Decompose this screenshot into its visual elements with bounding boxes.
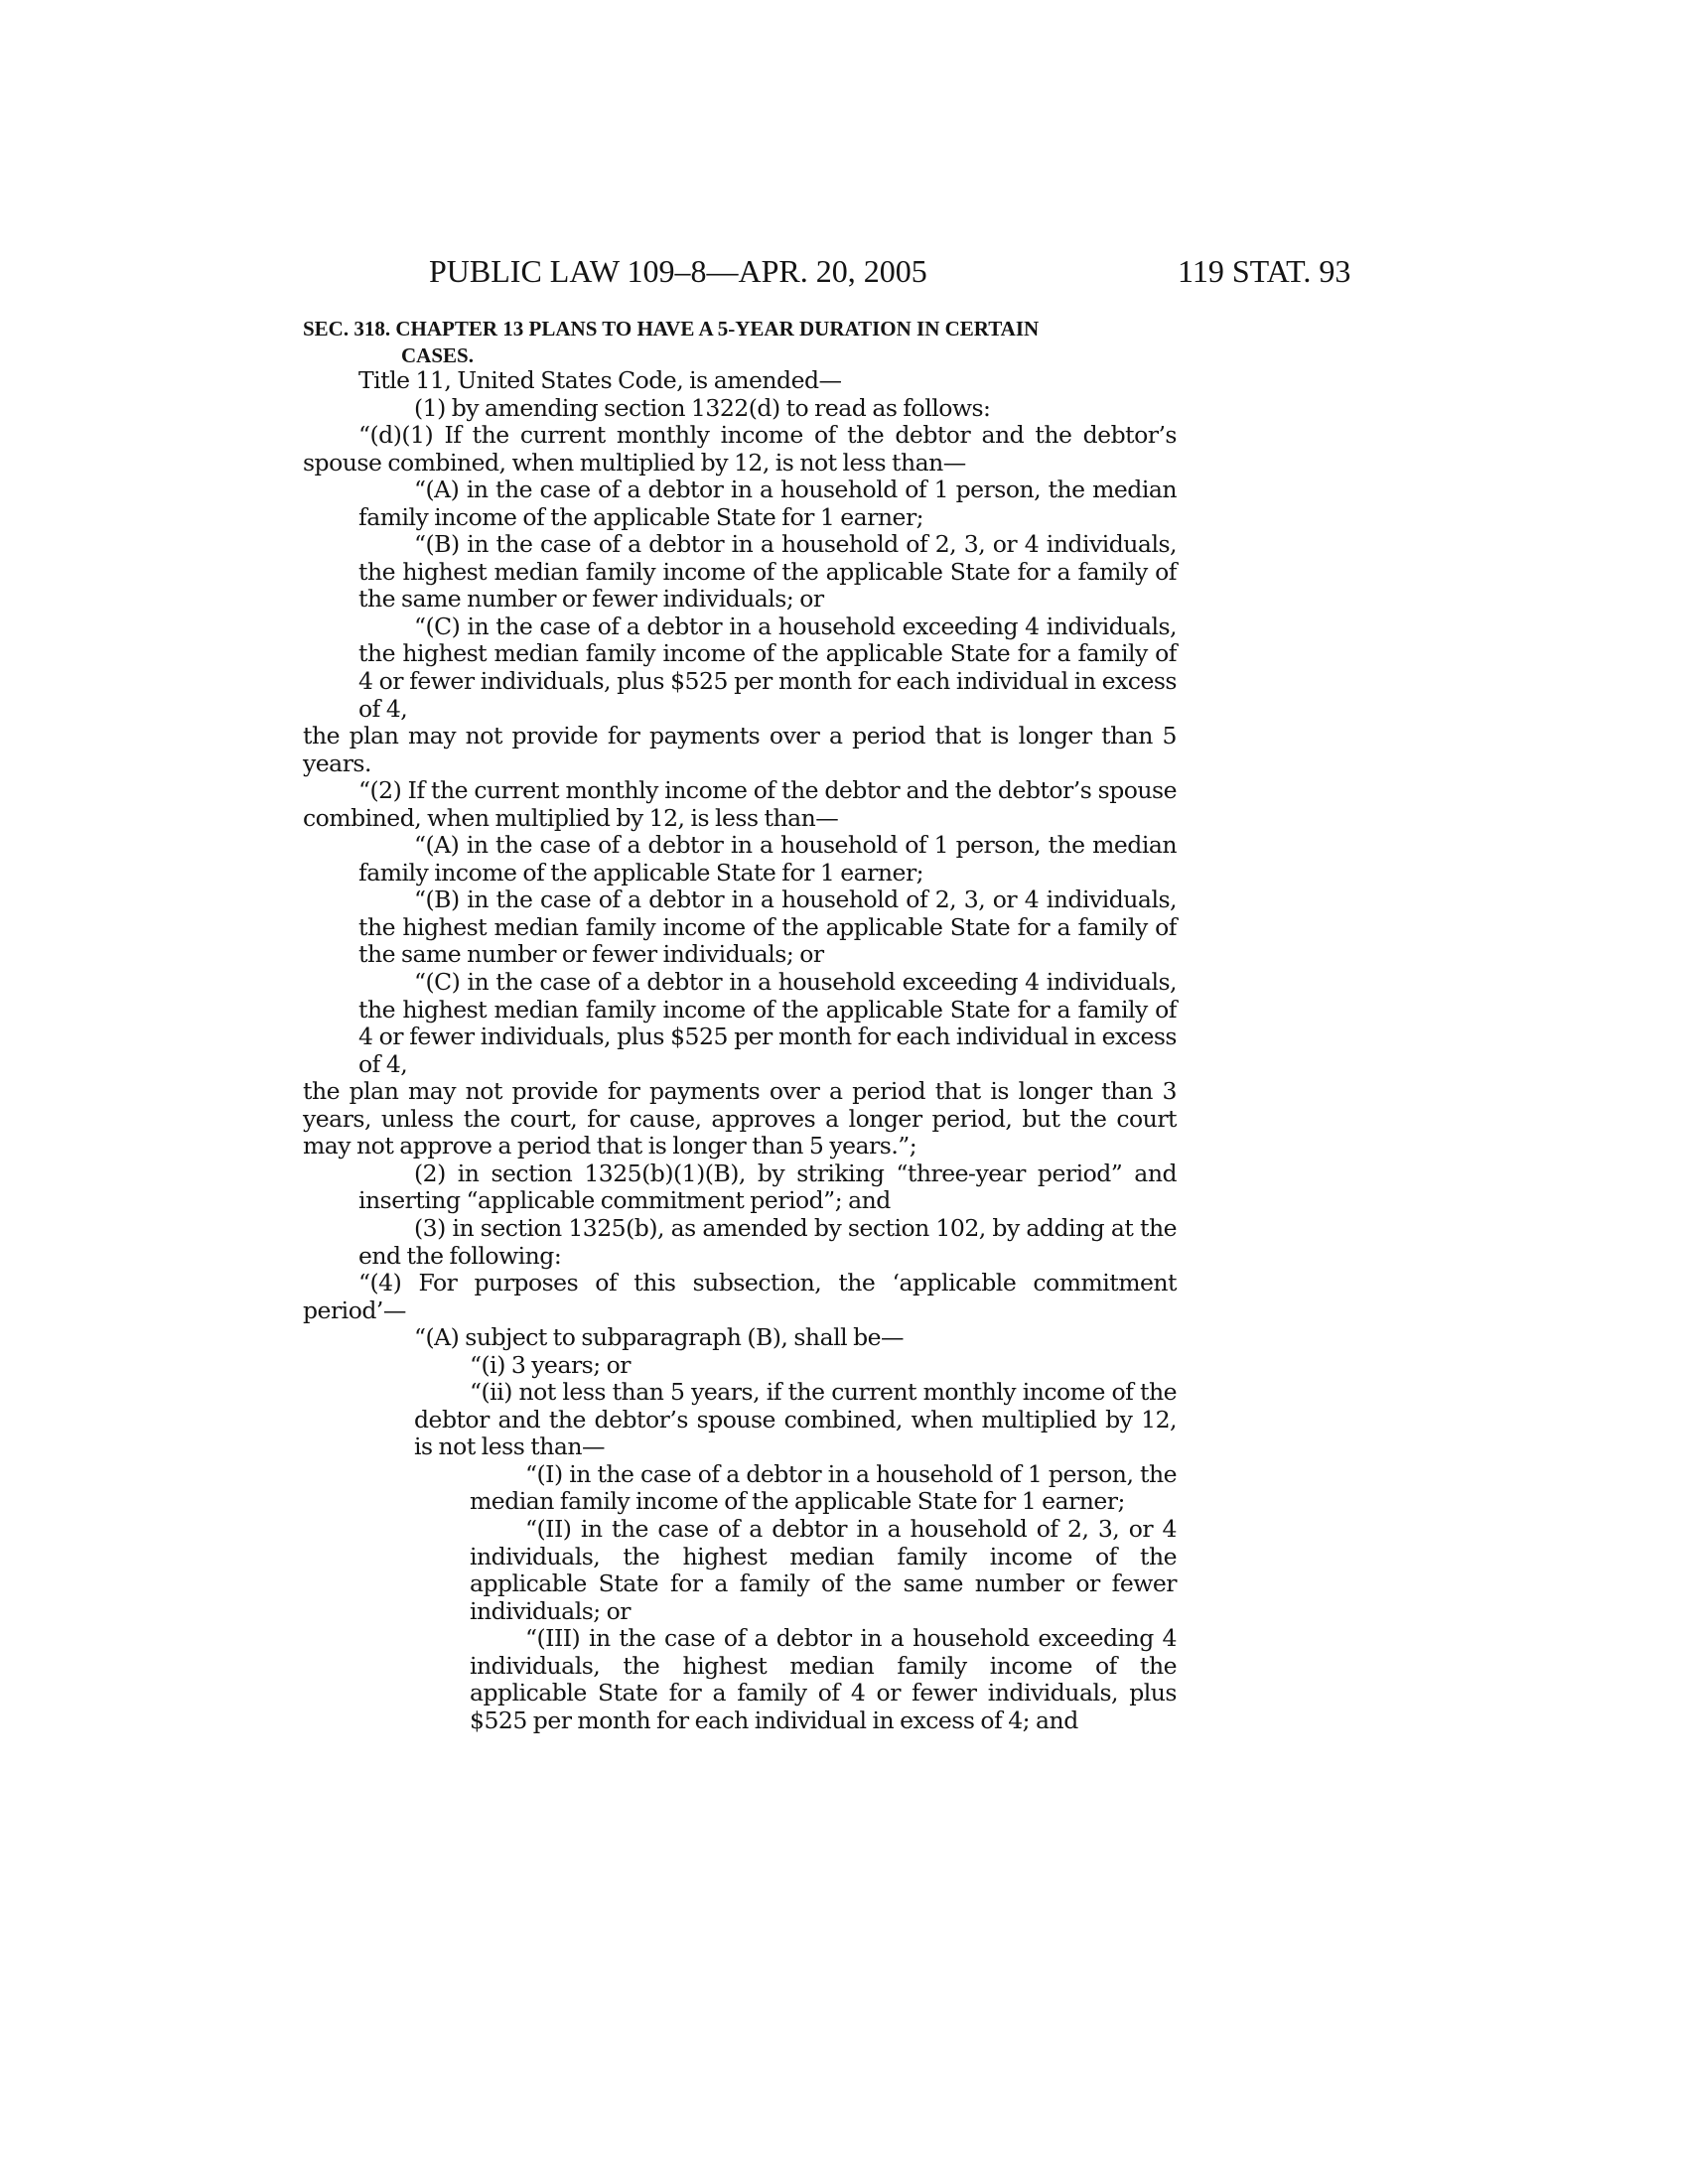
header-title: PUBLIC LAW 109–8—APR. 20, 2005: [429, 253, 927, 289]
paragraph-b-4: “(4) For purposes of this subsection, the ‘applicable commitment period’—: [303, 1269, 1177, 1324]
paragraph-b-4-A-i: “(i) 3 years; or: [470, 1350, 632, 1379]
paragraph-b-4-A: “(A) subject to subparagraph (B), shall be—: [414, 1323, 905, 1352]
paragraph-d-1-A: “(A) in the case of a debtor in a household of 1 person, the median family income of the applicable State for 1 earner;: [358, 476, 1177, 531]
paragraph-d-2-A: “(A) in the case of a debtor in a household of 1 person, the median family income of the applicable State for 1 earner;: [358, 831, 1177, 887]
paragraph-d-1-closing: the plan may not provide for payments over a period that is longer than 5 years.: [303, 722, 1177, 777]
running-header: [0, 251, 1688, 291]
section-heading-line-2: CASES.: [401, 343, 474, 367]
paragraph-d-2-B: “(B) in the case of a debtor in a household of 2, 3, or 4 individuals, the highest median family income of the applicable State for a family of the same number or fewer individuals; or: [358, 886, 1177, 969]
paragraph-d-1: “(d)(1) If the current monthly income of the debtor and the debtor’s spouse combined, when multiplied by 12, is not less than—: [303, 421, 1177, 477]
section-heading: [303, 316, 1177, 369]
section-heading-line-1: SEC. 318. CHAPTER 13 PLANS TO HAVE A 5-YEAR DURATION IN CERTAIN: [303, 317, 1040, 341]
paragraph-b-4-A-ii-II: “(II) in the case of a debtor in a household of 2, 3, or 4 individuals, the highest median family income of the applicable State for a family of the same number or fewer individuals; or: [470, 1514, 1177, 1625]
paragraph-intro: Title 11, United States Code, is amended—: [358, 366, 842, 394]
section-body: [303, 367, 1177, 1734]
paragraph-amendment-3: (3) in section 1325(b), as amended by section 102, by adding at the end the following:: [358, 1213, 1177, 1270]
paragraph-d-2: “(2) If the current monthly income of the debtor and the debtor’s spouse combined, when multiplied by 12, is less than—: [303, 776, 1177, 832]
paragraph-b-4-A-ii-I: “(I) in the case of a debtor in a household of 1 person, the median family income of the applicable State for 1 earner;: [470, 1459, 1177, 1516]
paragraph-d-2-C: “(C) in the case of a debtor in a household exceeding 4 individuals, the highest median family income of the applicable State for a family of 4 or fewer individuals, plus $525 per month for each individual in excess of 4,: [358, 968, 1177, 1078]
paragraph-d-1-B: “(B) in the case of a debtor in a household of 2, 3, or 4 individuals, the highest median family income of the applicable State for a family of the same number or fewer individuals; or: [358, 530, 1177, 614]
header-page-reference: 119 STAT. 93: [1178, 253, 1351, 289]
paragraph-amendment-1: (1) by amending section 1322(d) to read as follows:: [414, 393, 991, 422]
paragraph-amendment-2: (2) in section 1325(b)(1)(B), by striking “three-year period” and inserting “applicable commitment period”; and: [358, 1159, 1177, 1215]
paragraph-b-4-A-ii-III: “(III) in the case of a debtor in a household exceeding 4 individuals, the highest median family income of the applicable State for a family of 4 or fewer individuals, plus $525 per month for each individual in excess of 4; and: [470, 1624, 1177, 1734]
paragraph-d-2-closing: the plan may not provide for payments over a period that is longer than 3 years, unless the court, for cause, approves a longer period, but the court may not approve a period that is longer than 5 years.”;: [303, 1077, 1177, 1160]
paragraph-d-1-C: “(C) in the case of a debtor in a household exceeding 4 individuals, the highest median family income of the applicable State for a family of 4 or fewer individuals, plus $525 per month for each individual in excess of 4,: [358, 612, 1177, 723]
paragraph-b-4-A-ii: “(ii) not less than 5 years, if the current monthly income of the debtor and the debtor’s spouse combined, when multiplied by 12, is not less than—: [414, 1378, 1177, 1461]
